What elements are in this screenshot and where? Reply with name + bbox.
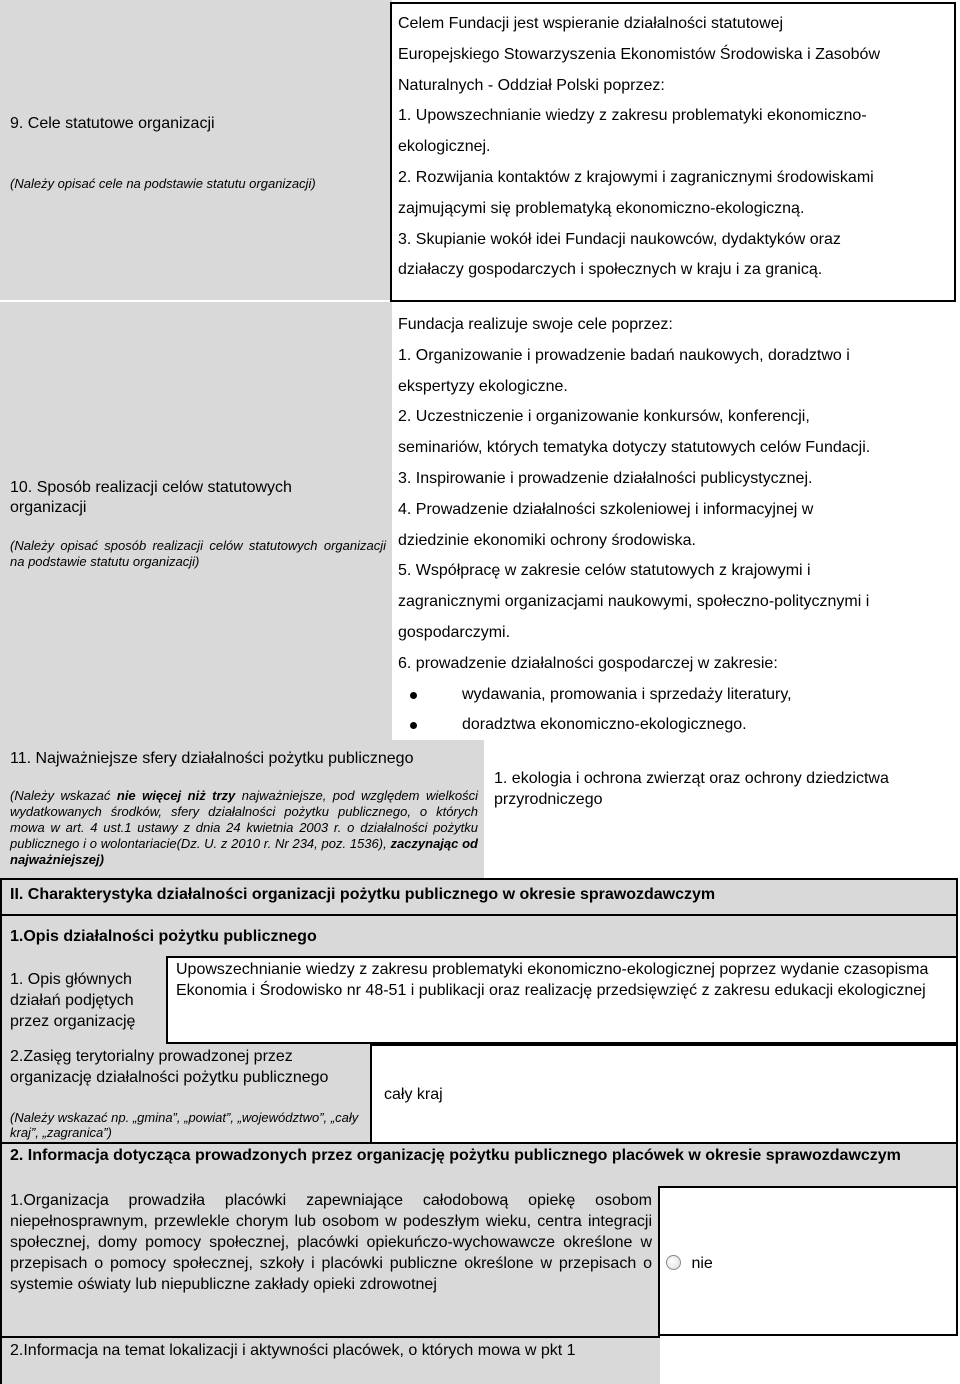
s9-title: 9. Cele statutowe organizacji bbox=[10, 115, 215, 132]
info2-question2: 2.Informacja na temat lokalizacji i aktywności placówek, o których mowa w pkt 1 bbox=[10, 1342, 576, 1359]
s10-line: 4. Prowadzenie działalności szkoleniowej i informacyjnej w bbox=[398, 500, 814, 518]
q2-label: 2.Zasięg terytorialny prowadzonej przez organizację działalności pożytku publicznego bbox=[10, 1048, 329, 1086]
bullet-icon bbox=[410, 692, 417, 699]
s10-line: 6. prowadzenie działalności gospodarczej w zakresie: bbox=[398, 654, 778, 672]
s10-line: 3. Inspirowanie i prowadzenie działalności publicystycznej. bbox=[398, 469, 813, 487]
q2-note: (Należy wskazać np. „gmina”, „powiat”, „województwo”, „cały kraj”, „zagranica”) bbox=[10, 1110, 359, 1140]
s10-line: 2. Uczestniczenie i organizowanie konkursów, konferencji, bbox=[398, 408, 810, 426]
s10-line: 1. Organizowanie i prowadzenie badań naukowych, doradztwo i bbox=[398, 346, 850, 364]
s11-note-part: (Należy wskazać bbox=[10, 788, 117, 803]
s11-note-part: najważniejsze, pod względem wielkości wydatkowanych środków, sfery działalności pożytku publicznego, o których mowa w art. 4 ust.1 ustawy z dnia 24 kwietnia 2003 r. o działalności pożytku publicznego i o wolontariacie(Dz. U. z 2010 r. Nr 234, poz. 1536), bbox=[10, 788, 478, 851]
s10-line: ekspertyzy ekologiczne. bbox=[398, 377, 568, 395]
s10-line: Fundacja realizuje swoje cele poprzez: bbox=[398, 316, 673, 333]
info2-answer-row bbox=[666, 1254, 866, 1274]
s10-line: dziedzinie ekonomiki ochrony środowiska. bbox=[398, 531, 696, 549]
s10-line: zagranicznymi organizacjami naukowymi, społeczno-politycznymi i bbox=[398, 593, 870, 611]
s9-line: Celem Fundacji jest wspieranie działalności statutowej bbox=[398, 15, 784, 32]
bullet-text: doradztwa ekonomiczno-ekologicznego. bbox=[462, 716, 747, 734]
bullet-text: wydawania, promowania i sprzedaży literatury, bbox=[462, 685, 792, 703]
s10-line: 5. Współpracę w zakresie celów statutowych z krajowymi i bbox=[398, 562, 811, 580]
s10-label-cell bbox=[0, 302, 392, 740]
s9-line: 1. Upowszechnianie wiedzy z zakresu problematyki ekonomiczno- bbox=[398, 107, 867, 125]
info2-header: 2. Informacja dotycząca prowadzonych przez organizację pożytku publicznego placówek w okresie sprawozdawczym bbox=[10, 1147, 901, 1164]
s10-answer-text bbox=[398, 310, 954, 741]
info2-answer: nie bbox=[691, 1255, 713, 1272]
s10-line: gospodarczymi. bbox=[398, 623, 511, 641]
s10-title-line1: 10. Sposób realizacji celów statutowych bbox=[10, 479, 292, 496]
section2-title: II. Charakterystyka działalności organizacji pożytku publicznego w okresie sprawozdawczym bbox=[10, 886, 716, 903]
list-item bbox=[398, 710, 954, 741]
s9-line: 2. Rozwijania kontaktów z krajowymi i zagranicznymi środowiskami bbox=[398, 168, 874, 186]
q1-label: 1. Opis głównych działań podjętych przez organizację bbox=[10, 971, 136, 1030]
s10-note: (Należy opisać sposób realizacji celów statutowych organizacji na podstawie statutu organizacji) bbox=[10, 538, 386, 569]
s10-title bbox=[10, 478, 390, 518]
s9-label-cell bbox=[0, 0, 392, 300]
s11-note-emphasis: zaczynając od najważniejszej) bbox=[10, 836, 478, 867]
s9-line: Naturalnych - Oddział Polski poprzez: bbox=[398, 76, 665, 94]
s9-answer-text bbox=[398, 9, 954, 286]
s10-title-line2: organizacji bbox=[10, 499, 87, 516]
s10-line: seminariów, których tematyka dotyczy statutowych celów Fundacji. bbox=[398, 439, 871, 457]
s9-line: Europejskiego Stowarzyszenia Ekonomistów Środowiska i Zasobów bbox=[398, 45, 880, 63]
s11-title: 11. Najważniejsze sfery działalności pożytku publicznego bbox=[10, 750, 414, 767]
q1-answer: Upowszechnianie wiedzy z zakresu problematyki ekonomiczno-ekologicznej poprzez wydanie czasopisma Ekonomia i Środowisko nr 48-51 i publikacji oraz realizację przedsięwzięć z zakresu edukacji ekologicznej bbox=[176, 961, 929, 999]
bullet-icon bbox=[410, 722, 417, 729]
s9-line: ekologicznej. bbox=[398, 138, 491, 156]
info2-question: 1.Organizacja prowadziła placówki zapewniające całodobową opiekę osobom niepełnosprawnym, przewlekle chorym lub osobom w podeszłym wieku, centra integracji społecznej, domy pomocy społecznej, placówki opiekuńczo-wychowawcze określone w przepisach o pomocy społecznej, szkoły i placówki publiczne określone w przepisach o systemie oświaty lub niepubliczne zakłady opieki zdrowotnej bbox=[10, 1192, 652, 1293]
s9-line: 3. Skupianie wokół idei Fundacji naukowców, dydaktyków oraz bbox=[398, 230, 841, 248]
s10-bullet-list bbox=[398, 680, 954, 742]
sub1-title: 1.Opis działalności pożytku publicznego bbox=[10, 928, 317, 945]
s9-note: (Należy opisać cele na podstawie statutu organizacji) bbox=[10, 176, 316, 191]
q2-answer: cały kraj bbox=[384, 1086, 443, 1103]
s9-line: działaczy gospodarczych i społecznych w kraju i za granicą. bbox=[398, 261, 823, 279]
s11-note-emphasis: nie więcej niż trzy bbox=[116, 788, 236, 803]
s11-answer: 1. ekologia i ochrona zwierząt oraz ochrony dziedzictwa przyrodniczego bbox=[494, 770, 889, 808]
radio-button[interactable] bbox=[666, 1255, 681, 1270]
list-item bbox=[398, 680, 954, 711]
s9-line: zajmującymi się problematyką ekonomiczno-ekologiczną. bbox=[398, 199, 805, 217]
s11-note bbox=[10, 788, 478, 868]
